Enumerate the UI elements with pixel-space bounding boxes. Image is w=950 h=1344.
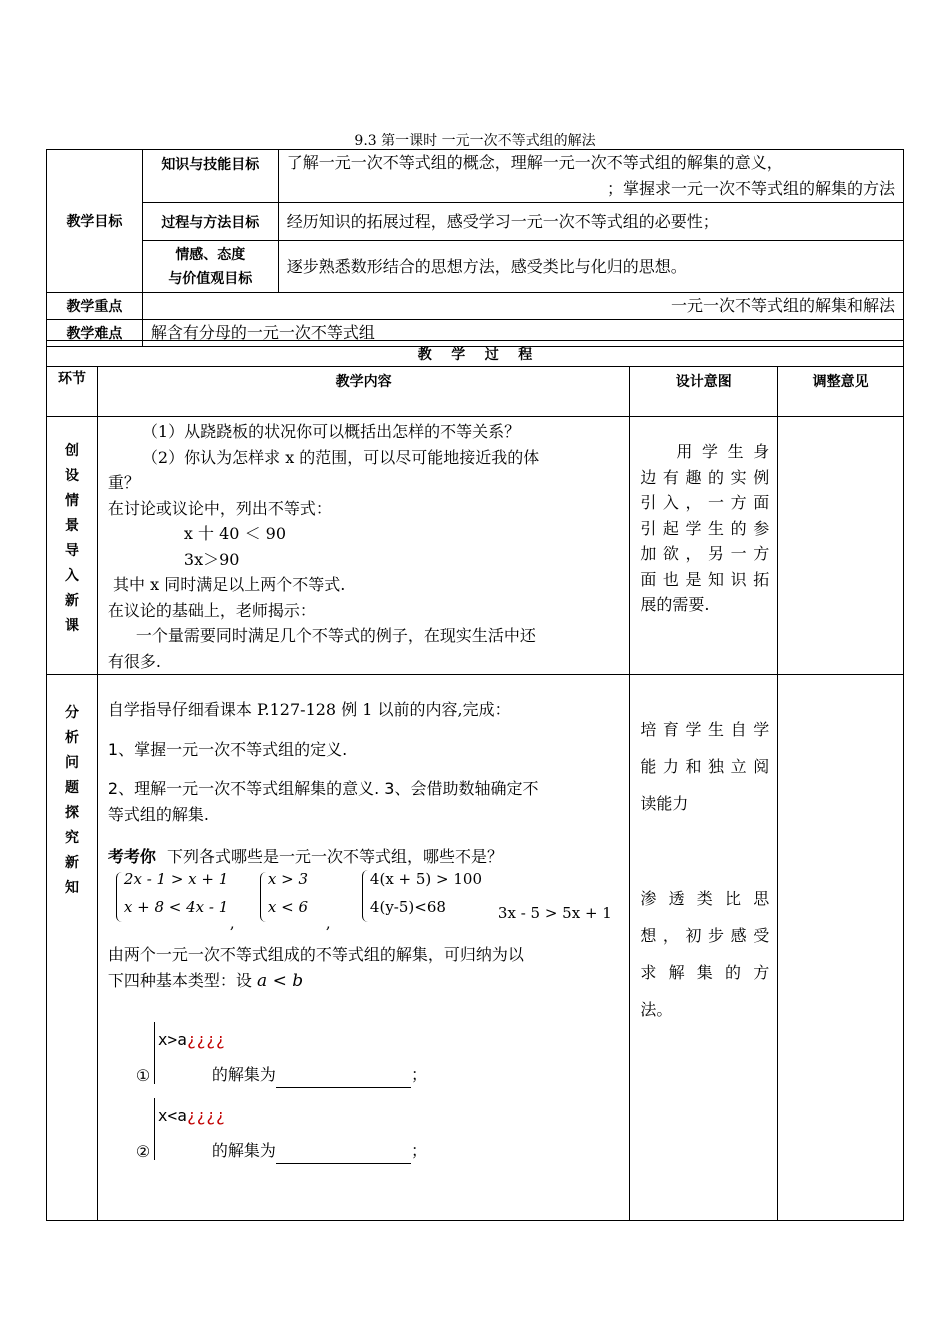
goal-knowledge-line2: ；掌握求一元一次不等式组的解集的方法: [606, 179, 895, 198]
section1-intent: [630, 417, 778, 675]
stage-char: 导: [64, 543, 79, 559]
stage-char: 景: [64, 518, 79, 534]
case-2-text: 的解集为: [211, 1141, 276, 1160]
intent-line: 想，初步感受: [640, 926, 770, 945]
stage-char: 问: [64, 755, 79, 771]
goal-emotion-name-2: 与价值观目标: [168, 270, 253, 287]
header-intent: 设计意图: [630, 367, 778, 417]
inequality-1: x 十 40 ＜ 90: [183, 524, 287, 543]
case-2-system: x<a: [157, 1106, 187, 1125]
system-2-line-2: x < 6: [267, 898, 309, 916]
stage-char: 入: [64, 568, 79, 584]
key-point-content: 一元一次不等式组的解集和解法: [142, 293, 903, 320]
intent-line: 读能力: [640, 794, 689, 813]
intent-line: 求解集的方: [640, 963, 770, 982]
objectives-table: [46, 149, 904, 347]
system-3-line-1: 4(x + 5) > 100: [369, 870, 483, 888]
system-2-line-1: x > 3: [267, 870, 309, 888]
text-line: 重？: [107, 473, 140, 492]
text-line: （2）你认为怎样求 x 的范围，可以尽可能地接近我的体: [141, 447, 540, 467]
section1-content: [97, 417, 629, 675]
case-1-end: ；: [410, 1065, 427, 1084]
case-1-number: ①: [135, 1066, 151, 1085]
quiz-label: 考考你: [107, 847, 156, 866]
stage-char: 情: [64, 493, 79, 509]
case-2: ② x<a¿¿¿¿ 的解集为 ；: [108, 1098, 621, 1174]
intent-line: 渗透类比思: [640, 889, 770, 908]
section2-content: [97, 675, 629, 1221]
intent-line: 法。: [640, 1000, 673, 1019]
brace-icon: [116, 872, 123, 922]
process-table: [46, 340, 904, 1221]
case-1: ① x>a¿¿¿¿ 的解集为 ；: [108, 1022, 621, 1098]
system-3-line-2: 4(y-5)<68: [369, 898, 446, 916]
process-title: 教 学 过 程: [47, 341, 904, 367]
section1-adjust: [778, 417, 904, 675]
systems-area: [108, 870, 621, 940]
case-1-system: x>a: [157, 1030, 187, 1049]
summary-line-1: 由两个一元一次不等式组成的不等式组的解集，可归纳为以: [107, 945, 524, 964]
intent-line: 引入，一方面: [640, 493, 770, 512]
separator: ,: [229, 914, 235, 932]
intent-line: 能力和独立阅: [640, 757, 770, 776]
text-line: （1）从跷跷板的状况你可以概括出怎样的不等关系？: [141, 422, 521, 441]
summary-line-2: 下四种基本类型：设: [107, 971, 252, 990]
stage-char: 新: [64, 593, 79, 609]
intent-line: 加欲，另一方: [640, 544, 770, 563]
difficulty-content: 解含有分母的一元一次不等式组: [142, 320, 903, 347]
intent-line: 边有趣的实例: [640, 467, 770, 487]
case-1-blank[interactable]: [276, 1071, 411, 1088]
section1-stage: [47, 417, 98, 675]
case-2-number: ②: [135, 1142, 151, 1161]
stage-char: 析: [64, 730, 79, 746]
text-line: 有很多.: [107, 651, 162, 671]
case-1-text: 的解集为: [211, 1065, 276, 1084]
goal-emotion-name-1: 情感、态度: [175, 246, 246, 263]
page-title: 9.3 第一课时 一元一次不等式组的解法: [354, 133, 596, 149]
intent-line: 培育学生自学: [640, 720, 770, 739]
text-line: 一个量需要同时满足几个不等式的例子，在现实生活中还: [135, 626, 536, 645]
intent-line: 用学生身: [676, 442, 770, 461]
single-inequality: 3x - 5 > 5x + 1: [497, 904, 612, 922]
header-stage: 环节: [47, 367, 98, 417]
system-1-line-1: 2x - 1 > x + 1: [123, 870, 229, 888]
quiz-text: 下列各式哪些是一元一次不等式组，哪些不是？: [167, 847, 504, 866]
stage-char: 新: [64, 855, 79, 871]
header-adjust: 调整意见: [778, 367, 904, 417]
text-line: 其中 x 同时满足以上两个不等式.: [107, 575, 346, 594]
goal-process-content: 经历知识的拓展过程，感受学习一元一次不等式组的必要性；: [278, 203, 903, 241]
goal-knowledge-line1: 了解一元一次不等式组的概念，理解一元一次不等式组的解集的意义，: [286, 153, 783, 172]
stage-char: 设: [64, 468, 79, 484]
intent-line: 面也是知识拓: [640, 569, 770, 589]
section2-stage: [47, 675, 98, 1221]
goals-label: 教学目标: [47, 150, 143, 293]
stage-char: 究: [64, 830, 79, 846]
guide-text: 自学指导仔细看课本 P.127-128 例 1 以前的内容,完成：: [107, 700, 511, 719]
stage-char: 知: [64, 880, 79, 896]
separator: ,: [325, 914, 331, 932]
case-2-blank[interactable]: [276, 1147, 411, 1164]
brace-icon: [260, 872, 267, 922]
section2-adjust: [778, 675, 904, 1221]
goal-emotion-content: 逐步熟悉数形结合的思想方法，感受类比与化归的思想。: [278, 241, 903, 293]
stage-char: 分: [64, 705, 79, 721]
item-2: 2、理解一元一次不等式组解集的意义. 3、会借助数轴确定不: [107, 779, 539, 798]
intent-line: 展的需要.: [640, 595, 710, 614]
header-content: 教学内容: [97, 367, 629, 417]
stage-char: 创: [64, 443, 79, 459]
item-2-cont: 等式组的解集.: [107, 805, 210, 824]
goal-knowledge-name: 知识与技能目标: [142, 150, 278, 203]
difficulty-label: 教学难点: [47, 320, 143, 347]
intent-line: 引起学生的参: [640, 518, 770, 538]
item-1: 1、掌握一元一次不等式组的定义.: [107, 740, 348, 759]
inequality-2: 3x＞90: [183, 549, 240, 569]
system-1-line-2: x + 8 < 4x - 1: [123, 898, 229, 916]
goal-process-name: 过程与方法目标: [142, 203, 278, 241]
text-line: 在议论的基础上，老师揭示：: [107, 600, 316, 620]
section2-intent: [630, 675, 778, 1221]
stage-char: 题: [64, 780, 79, 796]
key-point-label: 教学重点: [47, 293, 143, 320]
brace-icon: [362, 870, 369, 922]
case-2-end: ；: [410, 1141, 427, 1160]
condition: a < b: [257, 971, 304, 991]
text-line: 在讨论或议论中，列出不等式：: [107, 498, 332, 518]
stage-char: 探: [64, 805, 79, 821]
stage-char: 课: [64, 618, 79, 634]
